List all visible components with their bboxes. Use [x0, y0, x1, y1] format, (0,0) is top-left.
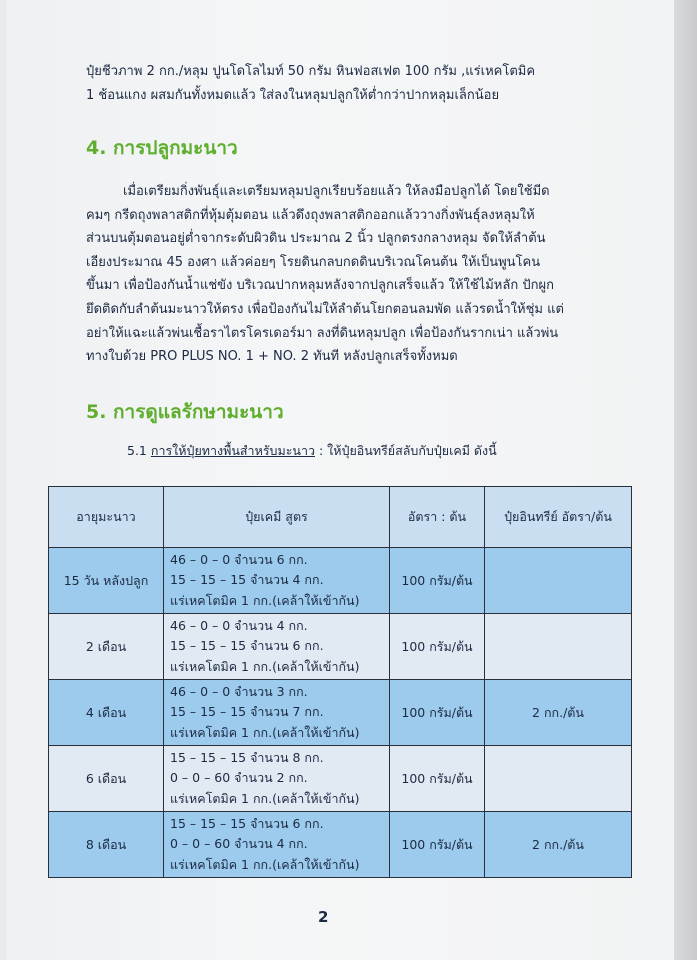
formula-line: แร่เหคโตมิค 1 กก.(เคล้าให้เข้ากัน) — [170, 658, 360, 674]
section-4-line-2: คมๆ กรีดถุงพลาสติกที่หุ้มตุ้มตอน แล้วดึงถุงพลาสติกออกแล้ววางกิ่งพันธุ์ลงหลุมให้ — [86, 207, 535, 223]
row-age: 2 เดือน — [49, 614, 164, 680]
header-rate: อัตรา : ต้น — [390, 487, 485, 548]
row-formula — [164, 680, 390, 746]
row-formula — [164, 812, 390, 878]
page-number: 2 — [318, 908, 329, 926]
section-4-line-7: อย่าให้แฉะแล้วพ่นเชื้อราไตรโครเดอร์มา ลงที่ดินหลุมปลูก เพื่อป้องกันรากเน่า แล้วพ่น — [86, 325, 559, 341]
formula-line: 15 – 15 – 15 จำนวน 4 กก. — [170, 572, 324, 588]
row-organic: 2 กก./ต้น — [485, 812, 632, 878]
row-rate: 100 กรัม/ต้น — [390, 680, 485, 746]
header-age: อายุมะนาว — [49, 487, 164, 548]
row-age: 15 วัน หลังปลูก — [49, 548, 164, 614]
intro-line-1: ปุ๋ยชีวภาพ 2 กก./หลุม ปูนโดโลไมท์ 50 กรัม หินฟอสเฟต 100 กรัม ,แร่เหคโตมิค — [86, 64, 536, 79]
formula-line: 15 – 15 – 15 จำนวน 8 กก. — [170, 749, 324, 765]
formula-line: 15 – 15 – 15 จำนวน 7 กก. — [170, 704, 324, 720]
row-organic — [485, 548, 632, 614]
header-organic: ปุ๋ยอินทรีย์ อัตรา/ต้น — [485, 487, 632, 548]
row-age: 6 เดือน — [49, 746, 164, 812]
formula-line: 15 – 15 – 15 จำนวน 6 กก. — [170, 638, 324, 654]
row-organic — [485, 746, 632, 812]
formula-line: แร่เหคโตมิค 1 กก.(เคล้าให้เข้ากัน) — [170, 790, 360, 806]
row-formula — [164, 746, 390, 812]
formula-line: แร่เหคโตมิค 1 กก.(เคล้าให้เข้ากัน) — [170, 856, 360, 872]
intro-line-2: 1 ช้อนแกง ผสมกันทั้งหมดแล้ว ใส่ลงในหลุมปลูกให้ต่ำกว่าปากหลุมเล็กน้อย — [86, 87, 500, 103]
row-organic — [485, 614, 632, 680]
row-formula — [164, 548, 390, 614]
section-4-heading: 4. การปลูกมะนาว — [86, 137, 238, 159]
page-edge — [674, 0, 697, 960]
header-formula: ปุ๋ยเคมี สูตร — [164, 487, 390, 548]
subsection-5-1-line — [127, 441, 497, 461]
subsection-number: 5.1 — [127, 443, 147, 458]
section-4-line-3: ส่วนบนตุ้มตอนอยู่ต่ำจากระดับผิวดิน ประมาณ 2 นิ้ว ปลูกตรงกลางหลุม จัดให้ลำต้น — [86, 231, 546, 247]
row-organic: 2 กก./ต้น — [485, 680, 632, 746]
section-4-paragraph — [86, 180, 606, 369]
row-rate: 100 กรัม/ต้น — [390, 548, 485, 614]
section-4-line-5: ขึ้นมา เพื่อป้องกันน้ำแช่ขัง บริเวณปากหลุมหลังจากปลูกเสร็จแล้ว ให้ใช้ไม้หลัก ปักผูก — [86, 278, 554, 294]
formula-line: 0 – 0 – 60 จำนวน 2 กก. — [170, 770, 308, 786]
row-age: 4 เดือน — [49, 680, 164, 746]
section-4-line-8: ทางใบด้วย PRO PLUS NO. 1 + NO. 2 ทันที หลังปลูกเสร็จทั้งหมด — [86, 349, 458, 365]
table-row — [49, 746, 632, 812]
subsection-title: การให้ปุ๋ยทางพื้นสำหรับมะนาว — [150, 443, 315, 458]
row-rate: 100 กรัม/ต้น — [390, 812, 485, 878]
formula-line: แร่เหคโตมิค 1 กก.(เคล้าให้เข้ากัน) — [170, 724, 360, 740]
row-rate: 100 กรัม/ต้น — [390, 746, 485, 812]
section-5-heading: 5. การดูแลรักษามะนาว — [86, 401, 284, 423]
section-4-line-4: เอียงประมาณ 45 องศา แล้วค่อยๆ โรยดินกลบกดดินบริเวณโคนต้น ให้เป็นพูนโคน — [86, 254, 541, 270]
formula-line: 46 – 0 – 0 จำนวน 4 กก. — [170, 617, 308, 633]
section-4-line-1: เมื่อเตรียมกิ่งพันธุ์และเตรียมหลุมปลูกเรียบร้อยแล้ว ให้ลงมือปลูกได้ โดยใช้มีด — [123, 184, 550, 199]
table-row — [49, 680, 632, 746]
formula-line: 46 – 0 – 0 จำนวน 6 กก. — [170, 551, 308, 567]
row-rate: 100 กรัม/ต้น — [390, 614, 485, 680]
section-4-line-6: ยึดติดกับลำต้นมะนาวให้ตรง เพื่อป้องกันไม่ให้ลำต้นโยกตอนลมพัด แล้วรดน้ำให้ชุ่ม แต่ — [86, 301, 564, 317]
table-header-row — [49, 487, 632, 548]
formula-line: 0 – 0 – 60 จำนวน 4 กก. — [170, 836, 308, 852]
fertilizer-table — [48, 486, 632, 878]
formula-line: แร่เหคโตมิค 1 กก.(เคล้าให้เข้ากัน) — [170, 592, 360, 608]
table-row — [49, 614, 632, 680]
row-age: 8 เดือน — [49, 812, 164, 878]
table-row — [49, 548, 632, 614]
subsection-text: : ให้ปุ๋ยอินทรีย์สลับกับปุ๋ยเคมี ดังนี้ — [318, 443, 497, 458]
row-formula — [164, 614, 390, 680]
formula-line: 46 – 0 – 0 จำนวน 3 กก. — [170, 683, 308, 699]
formula-line: 15 – 15 – 15 จำนวน 6 กก. — [170, 815, 324, 831]
table-row — [49, 812, 632, 878]
intro-paragraph — [86, 60, 606, 107]
